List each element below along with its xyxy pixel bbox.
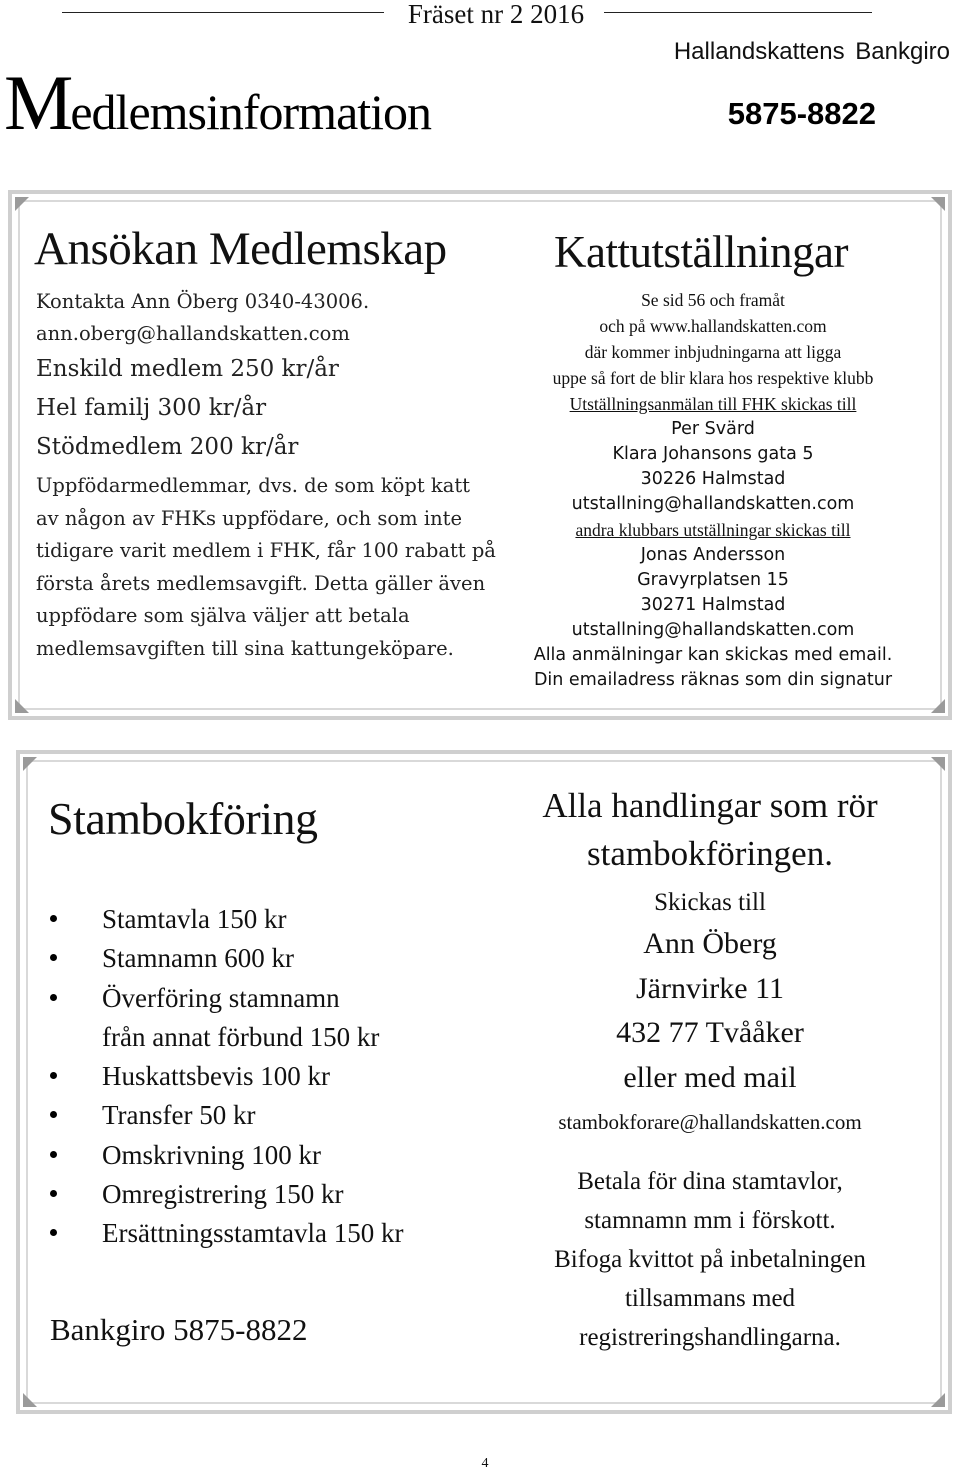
bullet-icon — [50, 994, 57, 1001]
documents-heading: stambokföringen. — [587, 834, 833, 873]
price-item: Stamnamn 600 kr — [102, 943, 294, 974]
membership-contact: Kontakta Ann Öberg 0340-43006. — [36, 290, 370, 313]
shows-line: uppe så fort de blir klara hos respektive klubb — [552, 368, 874, 388]
shows-title: Kattutställningar — [554, 227, 848, 277]
fee-line: Enskild medlem 250 kr/år — [36, 356, 339, 382]
shows-line: där kommer inbjudningarna att ligga — [584, 342, 842, 362]
corner-ornament — [23, 1393, 37, 1407]
bankgiro-number: 5875-8822 — [727, 96, 876, 131]
other-contact-email[interactable]: utstallning@hallandskatten.com — [571, 620, 855, 640]
page-title — [4, 58, 431, 148]
corner-ornament — [931, 1393, 945, 1407]
corner-ornament — [15, 699, 29, 713]
fhk-entry-heading: Utställningsanmälan till FHK skickas till — [569, 394, 857, 414]
documents-email[interactable]: stambokforare@hallandskatten.com — [558, 1110, 862, 1134]
bullet-icon — [50, 1229, 57, 1236]
other-clubs-heading: andra klubbars utställningar skickas till — [575, 520, 851, 540]
bullet-icon — [50, 915, 57, 922]
bullet-icon — [50, 954, 57, 961]
shows-line: Se sid 56 och framåt — [641, 290, 785, 310]
corner-ornament — [931, 197, 945, 211]
shows-note: Din emailadress räknas som din signatur — [533, 670, 893, 690]
fhk-contact-name: Per Svärd — [671, 419, 755, 439]
payment-line: stamnamn mm i förskott. — [584, 1207, 836, 1234]
page-title-rest: edlemsinformation — [70, 84, 432, 140]
other-contact-name: Jonas Andersson — [640, 545, 786, 565]
bullet-icon — [50, 1111, 57, 1118]
issue-label: Fräset nr 2 2016 — [407, 0, 585, 29]
address-line: Järnvirke 11 — [635, 971, 784, 1005]
corner-ornament — [15, 197, 29, 211]
fee-line: Hel familj 300 kr/år — [36, 395, 267, 421]
list-item — [46, 1175, 403, 1214]
page-title-initial: M — [4, 59, 71, 146]
shows-info — [498, 287, 928, 693]
pedigree-bankgiro: Bankgiro 5875-8822 — [50, 1312, 308, 1347]
price-item: Ersättningsstamtavla 150 kr — [102, 1218, 404, 1249]
list-item — [46, 900, 403, 939]
membership-contact-block — [36, 286, 486, 467]
payment-line: Bifoga kvittot på inbetalningen — [554, 1246, 866, 1273]
header-rule-left — [62, 12, 384, 13]
address-line: eller med mail — [623, 1060, 797, 1094]
price-item: Överföring stamnamn — [102, 982, 340, 1013]
bullet-icon — [50, 1190, 57, 1197]
address-line: 432 77 Tvååker — [616, 1016, 804, 1049]
list-item — [46, 939, 403, 978]
other-contact-street: Gravyrplatsen 15 — [637, 570, 789, 590]
fhk-contact-city: 30226 Halmstad — [640, 469, 786, 489]
header-rule-right — [604, 12, 872, 13]
breeder-membership-text: Uppfödarmedlemmar, dvs. de som köpt katt av någon av FHKs uppfödare, och som inte tidigare varit medlem i FHK, får 100 rabatt på första årets medlemsavgift. Detta gäller även uppfödare som själva väljer att betala medlemsavgiften till sina kattungeköpare. — [36, 474, 496, 660]
price-item: Huskattsbevis 100 kr — [102, 1061, 330, 1092]
payment-instructions — [490, 1162, 930, 1357]
fee-line: Stödmedlem 200 kr/år — [36, 434, 299, 460]
price-item-continuation: från annat förbund 150 kr — [102, 1021, 380, 1052]
bullet-icon — [50, 1151, 57, 1158]
membership-email[interactable]: ann.oberg@hallandskatten.com — [36, 322, 350, 345]
corner-ornament — [931, 757, 945, 771]
payment-line: tillsammans med — [624, 1285, 796, 1312]
fhk-contact-email[interactable]: utstallning@hallandskatten.com — [571, 494, 855, 514]
price-item: Transfer 50 kr — [102, 1100, 256, 1131]
payment-line: registreringshandlingarna. — [579, 1324, 841, 1351]
list-item — [46, 1136, 403, 1175]
list-item — [46, 1096, 403, 1135]
price-item: Omregistrering 150 kr — [102, 1179, 344, 1210]
bankgiro-label: Hallandskattens Bankgiro — [673, 38, 950, 65]
list-item — [46, 1057, 403, 1096]
price-item: Stamtavla 150 kr — [102, 904, 287, 934]
list-item — [46, 979, 403, 1058]
list-item — [46, 1214, 403, 1253]
corner-ornament — [931, 699, 945, 713]
shows-note: Alla anmälningar kan skickas med email. — [533, 645, 893, 665]
page-number: 4 — [481, 1456, 489, 1471]
corner-ornament — [23, 757, 37, 771]
bullet-icon — [50, 1072, 57, 1079]
address-line: Ann Öberg — [643, 927, 777, 960]
membership-title: Ansökan Medlemskap — [34, 223, 447, 275]
documents-heading: Alla handlingar som rör — [542, 786, 878, 825]
pedigree-title: Stambokföring — [48, 793, 318, 844]
send-to-label: Skickas till — [654, 889, 766, 916]
fhk-contact-street: Klara Johansons gata 5 — [612, 444, 814, 464]
pedigree-price-list — [46, 900, 403, 1254]
payment-line: Betala för dina stamtavlor, — [577, 1168, 843, 1195]
price-item: Omskrivning 100 kr — [102, 1139, 321, 1170]
shows-line: och på www.hallandskatten.com — [599, 316, 827, 336]
other-contact-city: 30271 Halmstad — [640, 595, 786, 615]
documents-info — [490, 782, 930, 1357]
